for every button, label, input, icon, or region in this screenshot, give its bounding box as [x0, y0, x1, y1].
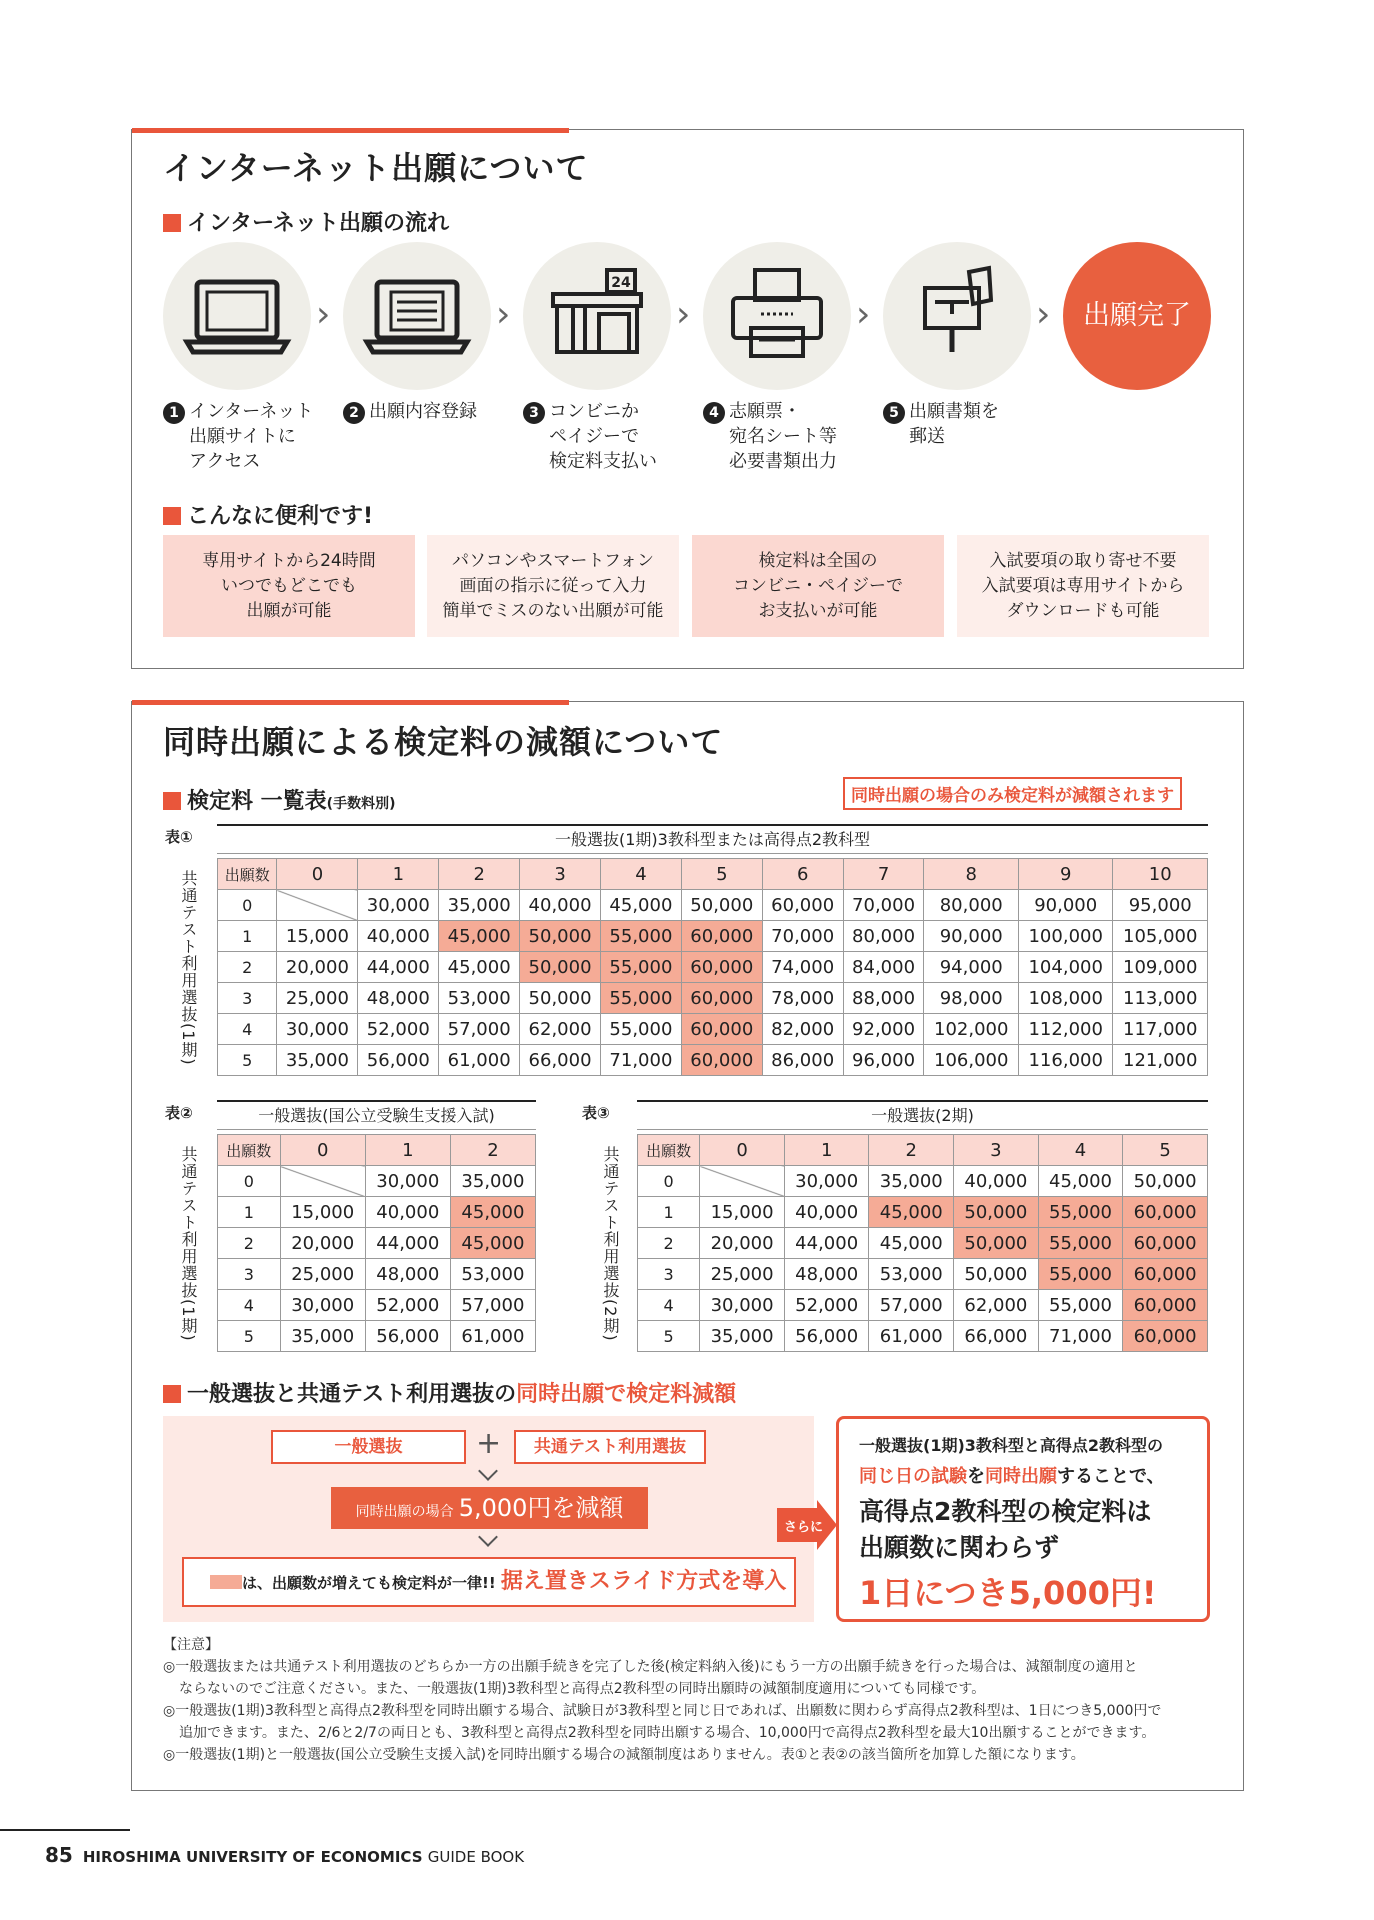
fee-table-1 [217, 858, 1208, 1076]
fee-table-2 [217, 1134, 536, 1352]
benefit-text: 入試要項の取り寄せ不要 [989, 550, 1177, 571]
step-4-label [703, 399, 837, 474]
note-line: ◎一般選抜(1期)3教科型と高得点2教科型を同時出願する場合、試験日が3教科型と同じ日であれば、出願数に関わらず高得点2教科型は、1日につき5,000円で [163, 1703, 1162, 1719]
footer-subtitle: GUIDE BOOK [427, 1848, 525, 1866]
rbox-accent: 同時出願 [985, 1466, 1057, 1487]
table-row [218, 1290, 536, 1321]
rbox-accent: 同じ日の試験 [859, 1466, 967, 1487]
benefit-text: 簡単でミスのない出願が可能 [442, 600, 664, 621]
row-header: 4 [218, 1290, 281, 1321]
rbox-line [859, 1462, 1187, 1488]
step-2-label [343, 399, 477, 424]
fee-cell: 15,000 [277, 921, 358, 952]
column-header: 4 [600, 859, 681, 890]
fee-cell: 35,000 [439, 890, 520, 921]
benefit-text: 出願が可能 [246, 600, 332, 621]
fee-cell: 30,000 [700, 1290, 785, 1321]
fee-cell: 35,000 [280, 1321, 365, 1352]
square-bullet-icon [163, 507, 181, 525]
fee-cell: 45,000 [869, 1197, 954, 1228]
step-number: 5 [883, 402, 905, 424]
corner-header: 出願数 [218, 859, 277, 890]
step-1-label [163, 399, 313, 474]
fee-cell: 80,000 [924, 890, 1018, 921]
fee-cell: 45,000 [450, 1228, 535, 1259]
column-header: 0 [700, 1135, 785, 1166]
fee-cell: 60,000 [1123, 1228, 1208, 1259]
note-line: 追加できます。また、2/6と2/7の両日とも、3教科型と高得点2教科型を同時出願する場合、10,000円で高得点2教科型を最大10出願することができます。 [179, 1725, 1156, 1741]
fee-cell: 44,000 [358, 952, 439, 983]
fee-cell: 20,000 [277, 952, 358, 983]
table-row [218, 1045, 1208, 1076]
fee-cell: 25,000 [277, 983, 358, 1014]
row-header: 3 [218, 983, 277, 1014]
step-text: 郵送 [909, 426, 945, 447]
fee-cell: 82,000 [762, 1014, 843, 1045]
plus-icon: + [476, 1426, 502, 1461]
fee-cell: 35,000 [869, 1166, 954, 1197]
fee-cell: 30,000 [277, 1014, 358, 1045]
printer-icon [703, 242, 851, 390]
fee-cell: 53,000 [869, 1259, 954, 1290]
rbox-text: を [967, 1466, 985, 1487]
column-header: 10 [1113, 859, 1208, 890]
footer [45, 1843, 524, 1867]
table-row [218, 1014, 1208, 1045]
fee-cell: 52,000 [784, 1290, 869, 1321]
column-header: 2 [439, 859, 520, 890]
column-header: 1 [784, 1135, 869, 1166]
fee-cell: 52,000 [365, 1290, 450, 1321]
fee-cell: 61,000 [450, 1321, 535, 1352]
benefit-heading-text: こんなに便利です! [187, 504, 374, 529]
fee-cell: 15,000 [700, 1197, 785, 1228]
fee-cell: 40,000 [954, 1166, 1039, 1197]
fee-cell: 35,000 [277, 1045, 358, 1076]
svg-text:24: 24 [611, 275, 631, 291]
furthermore-label: さらに [784, 1520, 824, 1535]
column-header: 1 [365, 1135, 450, 1166]
fee-cell: 90,000 [924, 921, 1018, 952]
fee-cell: 55,000 [1038, 1290, 1123, 1321]
row-header: 3 [218, 1259, 281, 1290]
fee-cell: 60,000 [1123, 1290, 1208, 1321]
chevron-right-icon: › [1036, 294, 1051, 335]
slide-method-box [182, 1557, 796, 1607]
fee-cell: 108,000 [1018, 983, 1112, 1014]
benefit-card [163, 535, 415, 637]
fee-cell: 70,000 [843, 890, 924, 921]
fee-list-heading [163, 784, 395, 815]
row-header: 2 [218, 1228, 281, 1259]
column-header: 1 [358, 859, 439, 890]
slide-big-text: 据え置きスライド方式を導入 [500, 1569, 787, 1594]
page-number: 85 [45, 1843, 73, 1867]
fee-cell: 30,000 [784, 1166, 869, 1197]
square-bullet-icon [163, 1385, 181, 1403]
fee-cell: 105,000 [1113, 921, 1208, 952]
diagonal-cell [280, 1166, 365, 1197]
fee-cell: 45,000 [439, 921, 520, 952]
fee-cell: 60,000 [681, 952, 762, 983]
column-header: 3 [520, 859, 601, 890]
row-header: 0 [638, 1166, 700, 1197]
fee-cell: 80,000 [843, 921, 924, 952]
note-line: ならないのでご注意ください。また、一般選抜(1期)3教科型と高得点2教科型の同時出願時の減額制度適用についても同様です。 [179, 1681, 986, 1697]
benefit-text: 専用サイトから24時間 [202, 550, 376, 571]
fee-cell: 55,000 [1038, 1197, 1123, 1228]
fee-cell: 61,000 [869, 1321, 954, 1352]
fee-cell: 71,000 [600, 1045, 681, 1076]
convenience-store-icon [523, 242, 671, 390]
fee-cell: 53,000 [450, 1259, 535, 1290]
chevron-right-icon: › [496, 294, 511, 335]
table-row [218, 1228, 536, 1259]
flow-heading-text: インターネット出願の流れ [187, 211, 450, 236]
fee-table-3 [637, 1134, 1208, 1352]
fee-cell: 60,000 [1123, 1259, 1208, 1290]
fee-cell: 100,000 [1018, 921, 1112, 952]
column-header: 8 [924, 859, 1018, 890]
title-accent-bar [132, 700, 569, 705]
fee-cell: 45,000 [869, 1228, 954, 1259]
fee-cell: 60,000 [1123, 1321, 1208, 1352]
fee-cell: 56,000 [358, 1045, 439, 1076]
section2-title: 同時出願による検定料の減額について [163, 723, 724, 761]
footer-title: HIROSHIMA UNIVERSITY OF ECONOMICS [82, 1848, 423, 1866]
slide-text: は、出願数が増えても検定料が一律!! [242, 1574, 496, 1592]
fee-cell: 50,000 [520, 983, 601, 1014]
fee-heading-small: (手数料別) [326, 796, 396, 812]
fee-cell: 55,000 [600, 921, 681, 952]
row-header: 1 [638, 1197, 700, 1228]
laptop-form-icon [343, 242, 491, 390]
benefit-text: ダウンロードも可能 [1006, 600, 1160, 621]
fee-cell: 40,000 [520, 890, 601, 921]
fee-cell: 116,000 [1018, 1045, 1112, 1076]
footer-rule [0, 1829, 130, 1831]
title-accent-bar [132, 128, 569, 133]
step-number: 4 [703, 402, 725, 424]
fee-cell: 55,000 [600, 983, 681, 1014]
discount-heading-accent: 同時出願で検定料減額 [516, 1382, 737, 1407]
row-header: 5 [638, 1321, 700, 1352]
corner-header: 出願数 [218, 1135, 281, 1166]
fee-cell: 55,000 [1038, 1228, 1123, 1259]
reduction-notice: 同時出願の場合のみ検定料が減額されます [843, 777, 1182, 810]
benefit-card [957, 535, 1209, 637]
benefit-text: パソコンやスマートフォン [452, 550, 654, 571]
rbox-line: 出願数に関わらず [859, 1533, 1060, 1562]
step-text: 出願内容登録 [369, 401, 477, 422]
table-row [218, 952, 1208, 983]
column-header: 0 [277, 859, 358, 890]
table2-vertical-header: 共通テスト利用選抜(1期) [179, 1146, 198, 1342]
fee-cell: 66,000 [520, 1045, 601, 1076]
fee-cell: 90,000 [1018, 890, 1112, 921]
square-bullet-icon [163, 792, 181, 810]
fee-cell: 35,000 [700, 1321, 785, 1352]
fee-cell: 112,000 [1018, 1014, 1112, 1045]
discount-heading [163, 1377, 736, 1408]
common-test-box: 共通テスト利用選抜 [514, 1430, 706, 1464]
fee-cell: 50,000 [954, 1228, 1039, 1259]
corner-header: 出願数 [638, 1135, 700, 1166]
application-complete-badge: 出願完了 [1063, 242, 1211, 390]
rbox-text: することで、 [1057, 1466, 1165, 1487]
fee-cell: 45,000 [600, 890, 681, 921]
table-row [638, 1321, 1208, 1352]
note-line: ◎一般選抜(1期)と一般選抜(国公立受験生支援入試)を同時出願する場合の減額制度はありません。表①と表②の該当箇所を加算した額になります。 [163, 1747, 1085, 1763]
step-text: ペイジーで [549, 426, 639, 447]
fee-cell: 106,000 [924, 1045, 1018, 1076]
fee-cell: 94,000 [924, 952, 1018, 983]
column-header: 5 [681, 859, 762, 890]
benefit-text: 検定料は全国の [758, 550, 878, 571]
fee-cell: 45,000 [439, 952, 520, 983]
fee-cell: 50,000 [1123, 1166, 1208, 1197]
fee-cell: 70,000 [762, 921, 843, 952]
fee-cell: 30,000 [358, 890, 439, 921]
column-header: 9 [1018, 859, 1112, 890]
row-header: 2 [218, 952, 277, 983]
fee-cell: 20,000 [280, 1228, 365, 1259]
diagonal-cell [700, 1166, 785, 1197]
fee-cell: 95,000 [1113, 890, 1208, 921]
fee-cell: 121,000 [1113, 1045, 1208, 1076]
simul-small-text: 同時出願の場合 [355, 1504, 454, 1520]
benefit-card [692, 535, 944, 637]
fee-cell: 40,000 [365, 1197, 450, 1228]
fee-cell: 35,000 [450, 1166, 535, 1197]
fee-cell: 25,000 [700, 1259, 785, 1290]
fee-cell: 40,000 [784, 1197, 869, 1228]
fee-cell: 117,000 [1113, 1014, 1208, 1045]
fee-cell: 57,000 [450, 1290, 535, 1321]
step-text: インターネット [189, 401, 314, 422]
step-text: 検定料支払い [549, 451, 657, 472]
table-row [218, 983, 1208, 1014]
fee-heading-text: 検定料 一覧表 [187, 789, 327, 814]
table-row [638, 1259, 1208, 1290]
step-number: 1 [163, 402, 185, 424]
fee-cell: 109,000 [1113, 952, 1208, 983]
fee-cell: 48,000 [358, 983, 439, 1014]
fee-cell: 61,000 [439, 1045, 520, 1076]
fee-cell: 60,000 [681, 1045, 762, 1076]
benefit-text: お支払いが可能 [758, 600, 878, 621]
fee-cell: 56,000 [784, 1321, 869, 1352]
table3-label: 表③ [582, 1104, 610, 1122]
fee-cell: 56,000 [365, 1321, 450, 1352]
fee-cell: 57,000 [439, 1014, 520, 1045]
step-text: 志願票・ [729, 401, 801, 422]
fee-cell: 84,000 [843, 952, 924, 983]
fee-cell: 57,000 [869, 1290, 954, 1321]
column-header: 4 [1038, 1135, 1123, 1166]
table3-headline: 一般選抜(2期) [637, 1100, 1208, 1130]
benefit-text: コンビニ・ペイジーで [733, 575, 903, 596]
fee-cell: 20,000 [700, 1228, 785, 1259]
rbox-line: 一般選抜(1期)3教科型と高得点2教科型の [859, 1436, 1164, 1455]
fee-cell: 74,000 [762, 952, 843, 983]
row-header: 2 [638, 1228, 700, 1259]
table-row [638, 1228, 1208, 1259]
fee-cell: 71,000 [1038, 1321, 1123, 1352]
table1-label: 表① [165, 828, 193, 846]
diagonal-cell [277, 890, 358, 921]
notes-block [163, 1634, 1213, 1766]
row-header: 4 [638, 1290, 700, 1321]
fee-cell: 45,000 [1038, 1166, 1123, 1197]
benefit-card [427, 535, 679, 637]
fee-cell: 52,000 [358, 1014, 439, 1045]
row-header: 3 [638, 1259, 700, 1290]
fee-cell: 50,000 [681, 890, 762, 921]
row-header: 1 [218, 921, 277, 952]
step-text: 出願サイトに [189, 426, 296, 447]
fee-cell: 62,000 [520, 1014, 601, 1045]
note-line: ◎一般選抜または共通テスト利用選抜のどちらか一方の出願手続きを完了した後(検定料納入後)にもう一方の出願手続きを行った場合は、減額制度の適用と [163, 1659, 1138, 1675]
row-header: 1 [218, 1197, 281, 1228]
step-text: 必要書類出力 [729, 451, 837, 472]
simultaneous-discount-box [331, 1487, 648, 1529]
fee-cell: 44,000 [784, 1228, 869, 1259]
row-header: 0 [218, 1166, 281, 1197]
table-row [218, 921, 1208, 952]
fee-cell: 30,000 [365, 1166, 450, 1197]
fee-cell: 86,000 [762, 1045, 843, 1076]
fee-cell: 53,000 [439, 983, 520, 1014]
step-text: コンビニか [549, 401, 639, 422]
row-header: 5 [218, 1321, 281, 1352]
fee-cell: 60,000 [681, 921, 762, 952]
fee-cell: 45,000 [450, 1197, 535, 1228]
fee-cell: 25,000 [280, 1259, 365, 1290]
fee-cell: 55,000 [600, 952, 681, 983]
step-number: 3 [523, 402, 545, 424]
table2-headline: 一般選抜(国公立受験生支援入試) [217, 1100, 536, 1130]
fee-cell: 78,000 [762, 983, 843, 1014]
step-5-label [883, 399, 999, 449]
fee-cell: 102,000 [924, 1014, 1018, 1045]
simul-big-text: 5,000円を減額 [458, 1494, 624, 1522]
fee-cell: 15,000 [280, 1197, 365, 1228]
step-text: 出願書類を [909, 401, 999, 422]
column-header: 6 [762, 859, 843, 890]
table-row [638, 1290, 1208, 1321]
laptop-icon [163, 242, 311, 390]
table1-headline: 一般選抜(1期)3教科型または高得点2教科型 [217, 824, 1208, 854]
table2-label: 表② [165, 1104, 193, 1122]
fee-cell: 44,000 [365, 1228, 450, 1259]
row-header: 5 [218, 1045, 277, 1076]
column-header: 5 [1123, 1135, 1208, 1166]
fee-cell: 50,000 [520, 921, 601, 952]
fee-cell: 62,000 [954, 1290, 1039, 1321]
chevron-right-icon: › [316, 294, 331, 335]
fee-cell: 30,000 [280, 1290, 365, 1321]
highlight-swatch [210, 1575, 242, 1589]
fee-cell: 50,000 [520, 952, 601, 983]
table-row [218, 1259, 536, 1290]
chevron-right-icon: › [676, 294, 691, 335]
column-header: 7 [843, 859, 924, 890]
same-day-discount-box [836, 1416, 1210, 1622]
column-header: 2 [869, 1135, 954, 1166]
benefit-text: 入試要項は専用サイトから [981, 575, 1185, 596]
table1-vertical-header: 共通テスト利用選抜(1期) [179, 870, 198, 1066]
fee-cell: 55,000 [1038, 1259, 1123, 1290]
fee-cell: 104,000 [1018, 952, 1112, 983]
table-row [218, 1166, 536, 1197]
rbox-highlight: 1日につき5,000円! [859, 1574, 1157, 1612]
benefit-text: 画面の指示に従って入力 [459, 575, 647, 596]
fee-cell: 88,000 [843, 983, 924, 1014]
fee-cell: 60,000 [681, 983, 762, 1014]
chevron-right-icon: › [856, 294, 871, 335]
fee-cell: 113,000 [1113, 983, 1208, 1014]
mailbox-icon [883, 242, 1031, 390]
table3-vertical-header: 共通テスト利用選抜(2期) [601, 1146, 620, 1342]
fee-cell: 50,000 [954, 1197, 1039, 1228]
discount-heading-text: 一般選抜と共通テスト利用選抜の [187, 1382, 517, 1407]
step-text: 宛名シート等 [729, 426, 837, 447]
row-header: 0 [218, 890, 277, 921]
rbox-line: 高得点2教科型の検定料は [859, 1497, 1152, 1526]
fee-cell: 66,000 [954, 1321, 1039, 1352]
column-header: 2 [450, 1135, 535, 1166]
flow-heading [163, 206, 449, 237]
fee-cell: 60,000 [762, 890, 843, 921]
step-3-label [523, 399, 657, 474]
fee-cell: 40,000 [358, 921, 439, 952]
table-row [638, 1166, 1208, 1197]
notes-title: 【注意】 [163, 1637, 219, 1653]
fee-cell: 48,000 [365, 1259, 450, 1290]
section1-title: インターネット出願について [163, 149, 589, 187]
fee-cell: 55,000 [600, 1014, 681, 1045]
step-number: 2 [343, 402, 365, 424]
fee-cell: 92,000 [843, 1014, 924, 1045]
benefit-heading [163, 499, 373, 530]
fee-cell: 60,000 [681, 1014, 762, 1045]
fee-cell: 48,000 [784, 1259, 869, 1290]
column-header: 0 [280, 1135, 365, 1166]
fee-cell: 96,000 [843, 1045, 924, 1076]
general-selection-box: 一般選抜 [271, 1430, 466, 1464]
table-row [218, 1197, 536, 1228]
table-row [218, 1321, 536, 1352]
table-row [218, 890, 1208, 921]
column-header: 3 [954, 1135, 1039, 1166]
fee-cell: 98,000 [924, 983, 1018, 1014]
step-text: アクセス [189, 451, 261, 472]
square-bullet-icon [163, 214, 181, 232]
fee-cell: 50,000 [954, 1259, 1039, 1290]
benefit-text: いつでもどこでも [220, 575, 357, 596]
fee-cell: 60,000 [1123, 1197, 1208, 1228]
row-header: 4 [218, 1014, 277, 1045]
table-row [638, 1197, 1208, 1228]
